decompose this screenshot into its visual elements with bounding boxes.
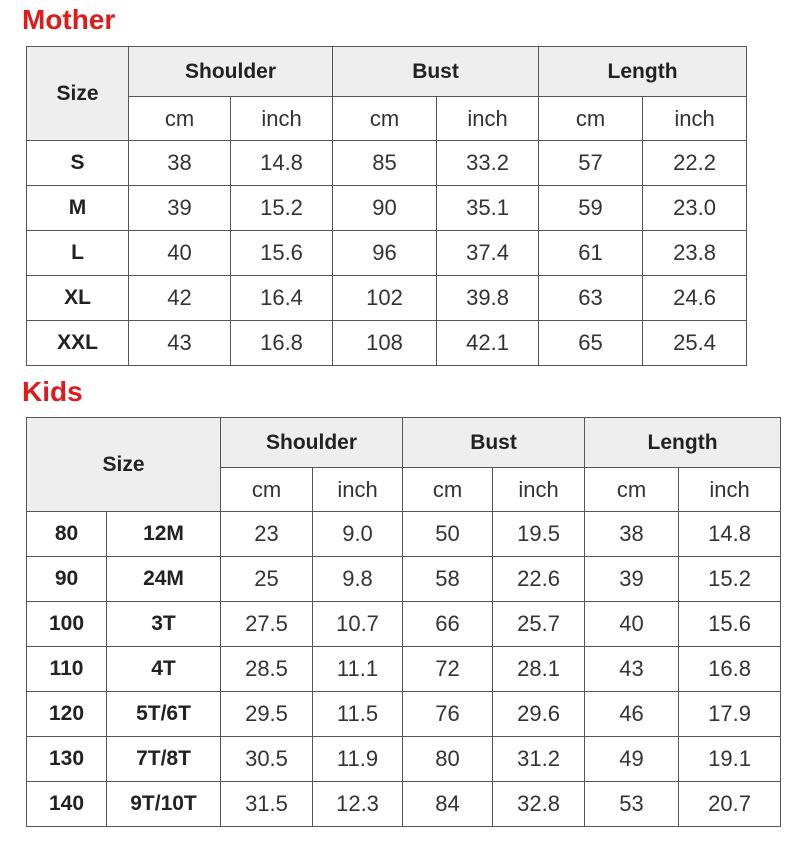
mother-size-cell: XXL [27,321,129,366]
mother-table-row [27,141,747,186]
kids-value-cell: 19.1 [679,737,781,782]
mother-unit-header: inch [437,97,539,141]
kids-value-cell: 28.5 [221,647,313,692]
mother-size-table [26,46,747,366]
mother-value-cell: 23.8 [643,231,747,276]
mother-value-cell: 25.4 [643,321,747,366]
kids-age-cell: 3T [107,602,221,647]
mother-shoulder-header: Shoulder [129,47,333,97]
kids-value-cell: 9.0 [313,512,403,557]
mother-value-cell: 90 [333,186,437,231]
kids-value-cell: 9.8 [313,557,403,602]
mother-unit-header: cm [333,97,437,141]
mother-length-header: Length [539,47,747,97]
kids-size-header: Size [27,418,221,512]
kids-table-row [27,782,781,827]
mother-value-cell: 96 [333,231,437,276]
kids-height-cell: 130 [27,737,107,782]
kids-value-cell: 20.7 [679,782,781,827]
mother-value-cell: 35.1 [437,186,539,231]
kids-value-cell: 31.2 [493,737,585,782]
mother-value-cell: 37.4 [437,231,539,276]
kids-value-cell: 10.7 [313,602,403,647]
kids-value-cell: 30.5 [221,737,313,782]
mother-value-cell: 16.4 [231,276,333,321]
kids-value-cell: 39 [585,557,679,602]
kids-value-cell: 15.6 [679,602,781,647]
mother-size-cell: M [27,186,129,231]
mother-value-cell: 57 [539,141,643,186]
kids-height-cell: 80 [27,512,107,557]
mother-value-cell: 38 [129,141,231,186]
kids-size-table [26,417,781,827]
kids-value-cell: 32.8 [493,782,585,827]
kids-value-cell: 80 [403,737,493,782]
kids-height-cell: 90 [27,557,107,602]
kids-height-cell: 110 [27,647,107,692]
kids-value-cell: 23 [221,512,313,557]
kids-age-cell: 5T/6T [107,692,221,737]
mother-value-cell: 16.8 [231,321,333,366]
mother-table-row [27,186,747,231]
mother-unit-header: cm [539,97,643,141]
mother-value-cell: 39.8 [437,276,539,321]
kids-table-row [27,557,781,602]
kids-value-cell: 38 [585,512,679,557]
mother-size-header: Size [27,47,129,141]
mother-value-cell: 39 [129,186,231,231]
mother-value-cell: 65 [539,321,643,366]
mother-size-cell: L [27,231,129,276]
kids-height-cell: 120 [27,692,107,737]
mother-value-cell: 59 [539,186,643,231]
kids-value-cell: 53 [585,782,679,827]
mother-unit-header: inch [643,97,747,141]
mother-value-cell: 40 [129,231,231,276]
mother-unit-header: inch [231,97,333,141]
mother-size-cell: XL [27,276,129,321]
kids-table-row [27,512,781,557]
kids-value-cell: 46 [585,692,679,737]
kids-unit-header: inch [313,468,403,512]
kids-length-header: Length [585,418,781,468]
mother-value-cell: 15.2 [231,186,333,231]
kids-bust-header: Bust [403,418,585,468]
mother-value-cell: 85 [333,141,437,186]
kids-age-cell: 24M [107,557,221,602]
kids-value-cell: 76 [403,692,493,737]
mother-value-cell: 23.0 [643,186,747,231]
mother-value-cell: 108 [333,321,437,366]
kids-value-cell: 29.6 [493,692,585,737]
kids-value-cell: 31.5 [221,782,313,827]
mother-value-cell: 61 [539,231,643,276]
mother-size-cell: S [27,141,129,186]
kids-value-cell: 14.8 [679,512,781,557]
mother-table-row [27,321,747,366]
kids-value-cell: 17.9 [679,692,781,737]
kids-value-cell: 15.2 [679,557,781,602]
kids-value-cell: 19.5 [493,512,585,557]
kids-value-cell: 12.3 [313,782,403,827]
kids-value-cell: 29.5 [221,692,313,737]
kids-value-cell: 11.1 [313,647,403,692]
kids-value-cell: 66 [403,602,493,647]
kids-value-cell: 27.5 [221,602,313,647]
mother-value-cell: 42 [129,276,231,321]
mother-unit-header: cm [129,97,231,141]
kids-value-cell: 58 [403,557,493,602]
mother-value-cell: 42.1 [437,321,539,366]
kids-age-cell: 4T [107,647,221,692]
kids-height-cell: 100 [27,602,107,647]
kids-unit-header: inch [493,468,585,512]
mother-value-cell: 15.6 [231,231,333,276]
mother-value-cell: 14.8 [231,141,333,186]
kids-shoulder-header: Shoulder [221,418,403,468]
kids-value-cell: 22.6 [493,557,585,602]
kids-value-cell: 40 [585,602,679,647]
kids-age-cell: 12M [107,512,221,557]
kids-value-cell: 28.1 [493,647,585,692]
mother-table-row [27,231,747,276]
kids-value-cell: 49 [585,737,679,782]
kids-value-cell: 25.7 [493,602,585,647]
kids-value-cell: 43 [585,647,679,692]
mother-value-cell: 22.2 [643,141,747,186]
mother-table-row [27,276,747,321]
kids-height-cell: 140 [27,782,107,827]
mother-value-cell: 102 [333,276,437,321]
kids-age-cell: 9T/10T [107,782,221,827]
kids-table-row [27,602,781,647]
mother-value-cell: 33.2 [437,141,539,186]
kids-table-row [27,647,781,692]
kids-unit-header: cm [585,468,679,512]
kids-unit-header: cm [403,468,493,512]
kids-value-cell: 84 [403,782,493,827]
kids-unit-header: cm [221,468,313,512]
kids-value-cell: 25 [221,557,313,602]
mother-value-cell: 63 [539,276,643,321]
kids-value-cell: 50 [403,512,493,557]
kids-section-title: Kids [22,376,83,407]
kids-value-cell: 72 [403,647,493,692]
kids-value-cell: 11.5 [313,692,403,737]
kids-unit-header: inch [679,468,781,512]
mother-value-cell: 43 [129,321,231,366]
mother-bust-header: Bust [333,47,539,97]
mother-section-title: Mother [22,4,116,35]
kids-age-cell: 7T/8T [107,737,221,782]
kids-table-row [27,737,781,782]
kids-value-cell: 16.8 [679,647,781,692]
kids-table-row [27,692,781,737]
mother-value-cell: 24.6 [643,276,747,321]
kids-value-cell: 11.9 [313,737,403,782]
